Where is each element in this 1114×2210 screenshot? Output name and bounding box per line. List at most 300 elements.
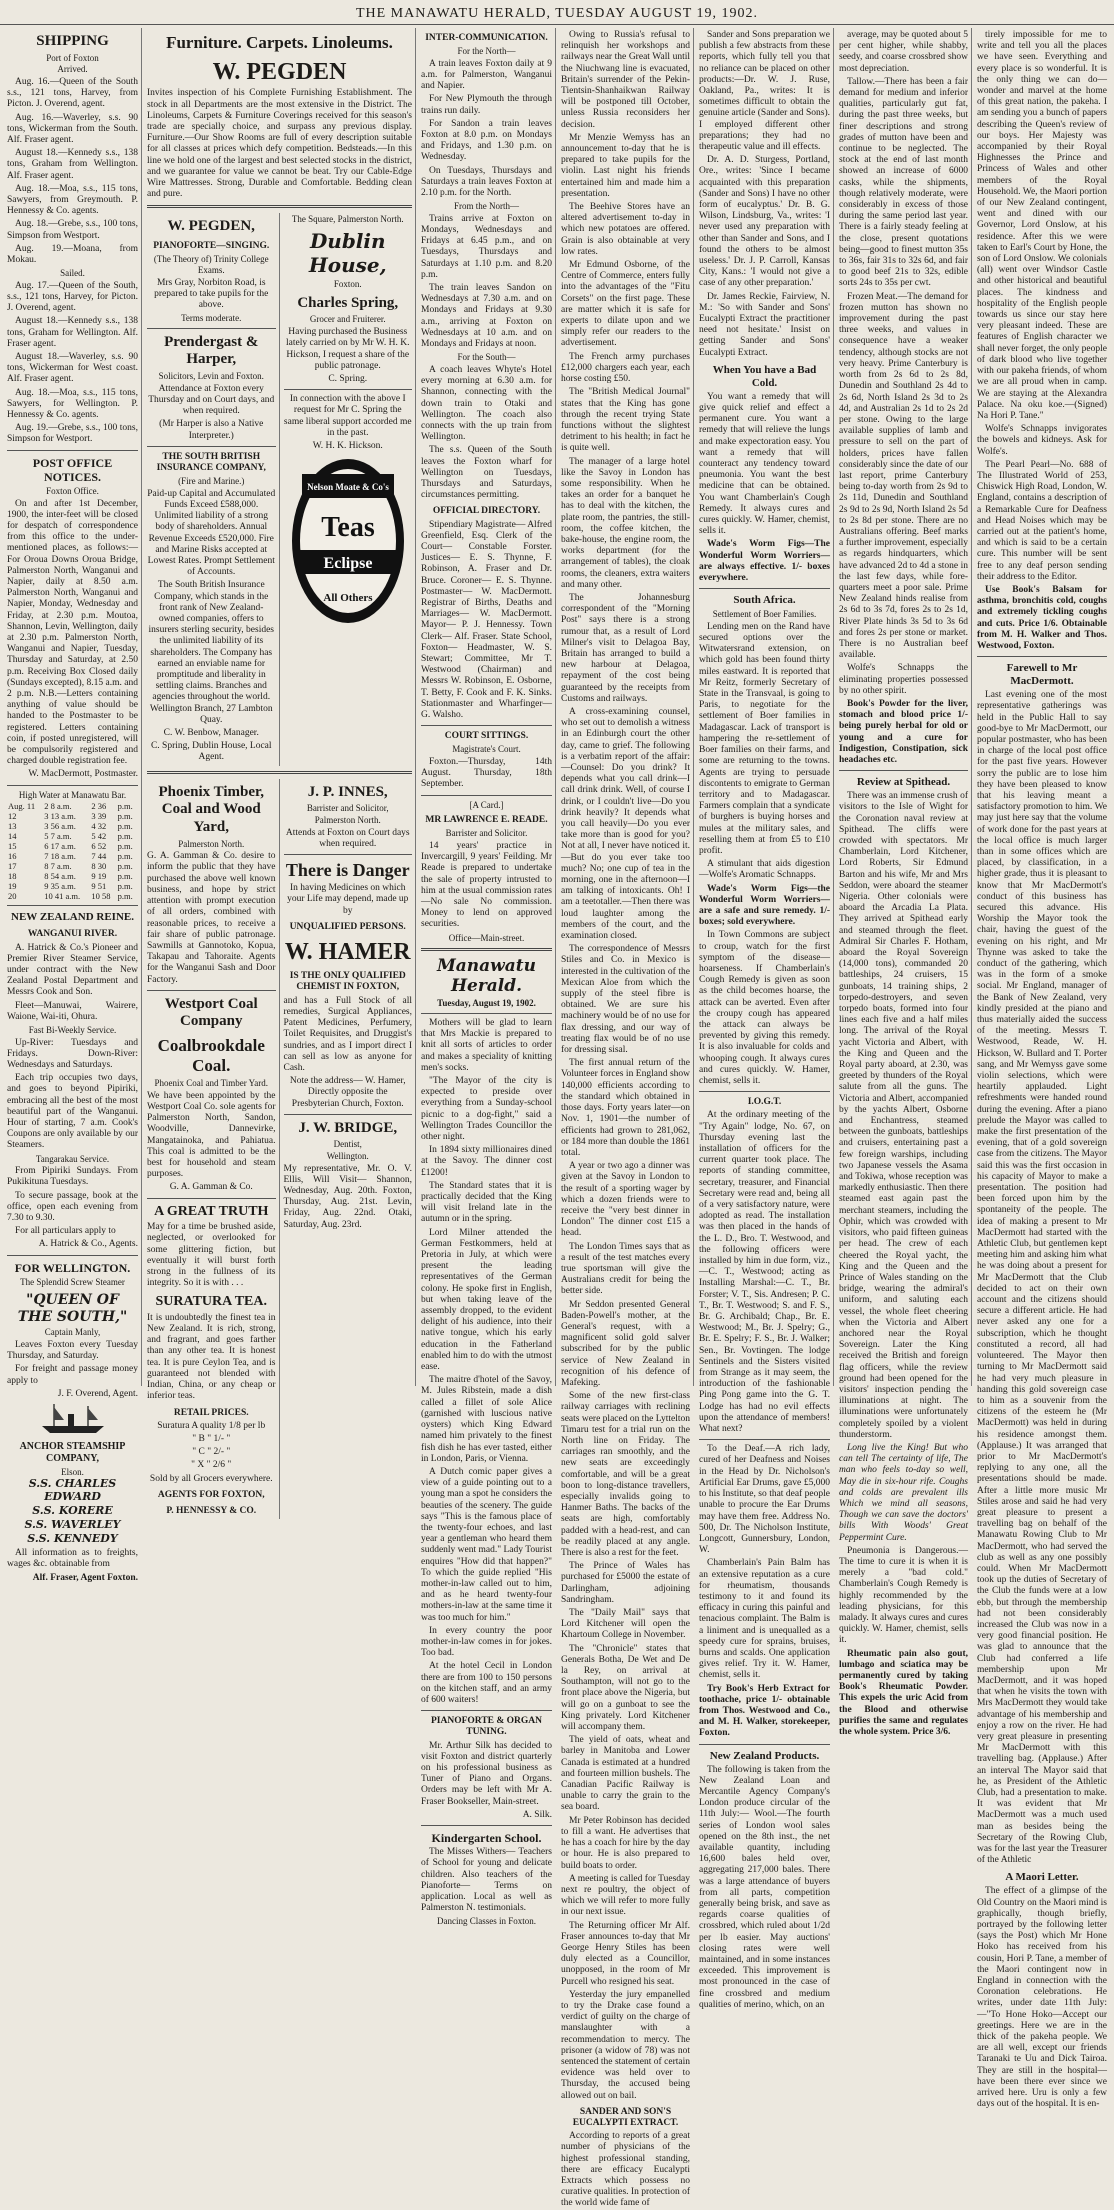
divider [421,1013,552,1014]
tide-cell: p.m. [117,841,133,852]
news-para: Mr Menzie Wemyss has an announcement to-day that he is prepared to take pupils for the violin. Last night his friends entertained him and made him a presentation. [561,132,690,199]
sbi-local-agent: C. Spring, Dublin House, Local Agent. [150,741,272,763]
card-heading: [A Card.] [469,799,504,810]
solicitors-subtitle: Solicitors, Levin and Foxton. [158,371,264,382]
tide-cell: p.m. [117,881,133,892]
truth-text: May for a time be brushed aside, neglected, or overlooked for some glittering fiction, but eventually it will burst forth strong in the fullness of its integrity. So it is with . . . [147,1222,276,1289]
inter-text: Trains arrive at Foxton on Mondays, Wednesdays and Fridays at 6.45 p.m., and on Tuesdays, Thursdays and Saturdays at 1.10 p.m. and 8.20 p.m. [421,213,552,280]
sailing-item: Aug. 17.—Queen of the South, s.s., 121 tons, Harvey, for Picton. J. Overend, agent. [7,280,138,314]
divider [699,588,830,589]
tide-cell: 20 [8,891,17,902]
tide-row [7,801,138,811]
shipping-subtitle: Port of Foxton [46,52,99,63]
bridge-city: Wellington. [326,1151,369,1162]
ad-row [147,779,412,1520]
tide-cell: 5 7 a.m. [44,831,72,842]
tide-cell: 6 17 a.m. [44,841,76,852]
zealand-title: NEW ZEALAND REINE. [11,911,134,924]
tide-cell: 13 [8,821,17,832]
ad-cell [147,779,280,1520]
news-para: The manager of a large hotel like the Savoy in London has some responsibility. When he takes an order for a banquet he has to deal with the kitchen, the plate room, the pantries, the still-room, the coffee kitchen, the bake-house, the engine room, the works department (for the arrangement of tables), the cloak rooms, the cleaners, extra waiters and many other. [561,456,690,590]
hamer-address: Note the address— W. Hamer, Directly opposite the Presbyterian Church, Foxton. [289,1076,406,1109]
secure-text: To secure passage, book at the office, open each evening from 7.30 to 9.30. [7,1190,138,1224]
column-shipping [4,28,142,1583]
deaf-text: To the Deaf.—A rich lady, cured of her Deafness and Noises in the Head by Dr. Nicholson's Artificial Ear Drums, gave £5,000 to his Institute, so that deaf people unable to procure the Ear Drums may have them free. Address No. 500, Dr. The Nicholson Institute, Longcott, Gunnersbury, London, W. [699,1444,830,1556]
boer-title: Settlement of Boer Families. [712,609,817,620]
editorial-para: At the hotel Cecil in London there are from 100 to 150 persons on the kitchen staff, and an army of 600 waiters! [421,1661,552,1705]
piano-subtitle: (The Theory of) Trinity College Exams. [153,254,269,275]
spring-name: Charles Spring, [297,294,399,311]
truth-title: A GREAT TRUTH [154,1203,269,1219]
reade-office: Office—Main-street. [448,932,525,943]
review-title: Review at Spithead. [856,776,951,789]
news-para: Mr Seddon presented General Baden-Powell's mother, at the General's request, with a magnificent solid gold salver subscribed for by the public service of New Zealand in recognition of his defence of Mafeking. [561,1299,690,1388]
tide-row [7,841,138,851]
tide-cell: p.m. [117,831,133,842]
tide-cell: 19 [8,881,17,892]
piano-terms: Terms moderate. [181,313,242,324]
magistrate-heading: Magistrate's Court. [452,744,521,755]
grocer-text: Grocer and Fruiterer. [309,314,386,325]
pneumonia-text: Pneumonia is Dangerous.—The time to cure it is when it is merely a "bad cold." Chamberlain's Cough Remedy is highly recommended by the leading physicians, for this malady. It always cures and cures quickly. W. Hamer, chemist, sells it. [839,1545,968,1646]
book-powder-ad: Book's Powder for the liver, stomach and blood price 1/- being purely herbal for old or young and a cure for Indigestion, Constipation, sick headaches etc. [839,698,968,765]
tea-eclipse-label: Eclipse [323,555,373,573]
tide-cell: 3 39 [91,811,107,822]
phoenix-title: Phoenix Timber, Coal and Wood Yard, [158,783,265,835]
tide-cell: 8 30 [91,861,107,872]
from-north-heading: From the North— [454,201,519,212]
balsam-ad: Use Book's Balsam for asthma, bronchitis cold, coughs and extremely tickling coughs and cuts. Price 1/6. Obtainable from M. H. Walker and Thos. Westwood, Foxton. [977,584,1107,651]
news-para: The Returning officer Mr Alf. Fraser announces to-day that Mr George Henry Stiles has been duly elected as a Councillor, unopposed, in the room of Mr Purcell who resigned his seat. [561,1920,690,1987]
inter-text: For Sandon a train leaves Foxton at 8.0 p.m. on Mondays and Fridays, and 1.30 p.m. on Wednesday. [421,118,552,163]
ship-name: S.S. WAVERLEY [24,1518,121,1532]
inter-text: On Tuesdays, Thursdays and Saturdays a train leaves Foxton at 2.10 p.m. for the North. [421,165,552,199]
tide-cell: 7 44 [91,851,107,862]
tangarakau-title: Tangarakau Service. [35,1153,110,1164]
silk-text: Mr. Arthur Silk has decided to visit Foxton and district quarterly on his professional business as Tuner of Piano and Organs. Orders may be left with Mr A. Fraser Bookseller, Main-street. [421,1740,552,1807]
danger-title: There is Danger [285,859,410,880]
divider [7,450,138,451]
tide-cell: 10 41 a.m. [44,891,81,902]
reade-subtitle: Barrister and Solicitor. [445,828,528,839]
tide-row [7,831,138,841]
retail-line: " C " 2/- " [192,1447,231,1458]
trip-text: Each trip occupies two days, and goes to beyond Pipiriki, embracing all the best of the most beautiful part of the Wanganui. Hour of starting, 7 a.m. Cook's Coupons are only available by our Steamers. [7,1073,138,1151]
eucalypti-title: SANDER AND SON'S EUCALYPTI EXTRACT. [572,2106,679,2128]
suratura-text: It is undoubtedly the finest tea in New Zealand. It is rich, strong, and fragrant, and goes farther than any other tea. It is honest tea. It is pure Ceylon Tea, and is guaranteed not blended with Indian, China, or any cheap or inferior teas. [147,1312,276,1402]
dublin-house: Dublin House, [308,229,387,277]
tide-cell: 9 19 [91,871,107,882]
news-para: Some of the new first-class railway carriages with reclining seats were placed on the Lyttelton Timaru test for a trial run on the North line on Friday. The carriages ran smoothly, and the new seats are exceedingly comfortable, and will be a great boon to long-distance travellers, especially invalids going to Hanmer Baths. The backs of the seats are high, comfortably padded with a head-rest, and can be readily placed at any angle. There is also a rest for the feet. [561,1391,690,1559]
tide-cell: 6 52 [91,841,107,852]
ad-cell [284,213,413,765]
wades-ad: Wade's Worm Figs—The Wonderful Worm Worriers—are always effective. 1/- boxes everywhere. [699,539,830,584]
stimulant-text: A stimulant that aids digestion—Wolfe's Aromatic Schnapps. [699,859,830,881]
arrival-item: August 18.—Kennedy s.s., 138 tons, Graham from Wellington. Alf. Fraser agent. [7,148,138,181]
inter-text: A train leaves Foxton daily at 9 a.m. for Palmerston, Wanganui and Napier. [421,58,552,92]
wades-ad-2: Wade's Worm Figs—the Wonderful Worm Worriers—are a safe and sure remedy. 1/- boxes; sold everywhere. [699,883,830,928]
news-para: Tallow.—There has been a fair demand for medium and inferior qualities, particularly gut fat, during the past three weeks, but finer descriptions and strong grades of mutton have been and continue to be neglected. The stock at the end of last month showed an increase of 6000 casks, while the shipments, though relatively moderate, were considerably in excess of those during the same period last year. There is a fairly steady feeling at the close, present quotations being—good to finest mutton 35s to 36s, fair 31s to 32s 6d, and fair to good beef 21s to 32s, edible sorts 24s to 35s per cwt. [839,76,968,289]
tea-all-label: All Others [323,592,373,605]
tide-table [7,801,138,901]
divider [699,1439,830,1440]
farewell-text: Last evening one of the most representative gatherings was held in the Public Hall to say good-bye to Mr MacDermott, our popular postmaster, who has been in charge of the local post office for the past five years. However sorry the public are to lose him they have been pleased to know that his leaving meant a satisfactory promotion to him. We may just here say that the volume of work done for the past years at the local office is much larger than in some offices which are placed, by classification, in a higher grade, thus it is pleasant to know that Mr MacDermott's conduct of this business has secured this advance. His Worship the Mayor took the chair, having the guest of the evening on his right, and Mr Thynne was asked to take the conduct of the gathering, which was in the form of a smoke social. Mr England, manager of the Bank of New Zealand, very kindly presided at the piano and thus materially aided the success of the meeting. Messrs T. Westwood, Reade, W. H. Hickson, W. Bullard and T. Porter sang, and Mr Wemyss gave some violin selections, which were heartily applauded. Light refreshments were handed round during the evening. After a piano prelude the Mayor was called to make the first presentation of the evening, that of a gold sovereign case from the citizens. The Mayor said this was the first occasion in his capacity of Mayor to make a presentation. The position had been forced upon him by the spontaneity of the people. The idea of making a present to Mr MacDermott had started with the Athletic Club, but gentlemen kept meeting him and asking him what he was doing about a present for Mr MacDermott that the Club decided to act on their own account and the citizens should secure a different article. He had never asked any one for a subscription, which he thought constituted a record, all had volunteered. The Mayor then turning to Mr MacDermott said he had very much pleasure in handing this gold sovereign case to him as a souvenir from the citizens of the esteem he (Mr MacDermott) was held in during his residence amongst them. (Applause.) It was arranged that prior to Mr MacDermott's replying to any one, all the presentations should be made. After a little more music Mr Stiles arose and said he had very great pleasure to present a travelling bag on behalf of the Manawatu Rowing Club to Mr MacDermott, who had served the club as well as any one possibly could. When Mr MacDermott took up the duties of Secretary of the Club the funds were at a low ebb, but through the membership had not been considerably increased the Club was now in a very good financial position. He was glad to announce that the Club had conferred a life membership upon Mr MacDermott, and it was hoped that when he visits the town with Mrs MacDermott they would take advantage of his membership and enjoy a row on the river. He had very great pleasure in presenting Mr MacDermott with this travelling bag. (Applause.) After an interval The Mayor said that he, as President of the Athletic Club, had a presentation to make. It was evident that Mr MacDermott was a much used man as besides being the Secretary of the Rowing Club, was for the last year the Treasurer of the Athletic [977,690,1107,1866]
tide-row [7,871,138,881]
info-text: All information as to freights, wages &c. obtainable from [7,1548,138,1570]
arrival-item: Aug. 19.—Moana, from Mokau. [7,243,138,265]
poem-text: Long live the King! But who can tell The certainty of life, The man who feels to-day so well, May die in six-hour rife. Coughs and colds are prevalent ills Which we mind all seasons, Though we can save the doctors' bills With Woods' Great Peppermint Cure. [839,1442,968,1543]
sailed-heading: Sailed. [60,268,85,279]
retail-title: RETAIL PRICES. [173,1407,249,1418]
pegden-name-2: W. PEGDEN, [167,218,255,235]
editorial-para: A Dutch comic paper gives a view of a guide pointing out to a young man a spot he considers the beauties of the scenery. The guide says "This is the famous place of the twenty-four echoes, and last year a gentleman who heard them suddenly went mad." Lady Tourist enquires "How did that happen?" To which the guide replied "His mother-in-law called out to him, and as he heard twenty-four mothers-in-law at the same time it was too much for him." [421,1466,553,1623]
captain-name: Captain Manly, [44,1327,101,1338]
coalbrookdale-title: Coalbrookdale Coal. [157,1036,265,1076]
news-para: A meeting is called for Tuesday next re poultry, the object of which we will refer to more fully in our next issue. [561,1873,690,1918]
nelson-tea-logo [288,456,408,626]
toothache-ad: Try Book's Herb Extract for toothache, price 1/- obtainable from Thos. Westwood and Co., and M. H. Walker, storekeeper, Foxton. [699,1683,830,1739]
tide-cell: p.m. [117,891,133,902]
foxton-text: Foxton. [333,279,362,290]
arrival-item: Aug. 18.—Grebe, s.s., 100 tons, Simpson from Westport. [7,219,138,241]
arrived-heading: Arrived. [57,64,88,75]
news-para: The "Chronicle" states that Generals Botha, De Wet and De la Rey, on arrival at Southampton, will not go to the front place above the Nigeria, but will go on a gunboat to see the King privately. Lord Kitchener will accompany them. [561,1643,690,1733]
tangarakau-text: From Pipiriki Sundays. From Pukikituna Tuesdays. [7,1166,138,1188]
editorial-para: Mothers will be glad to learn that Mrs Mackie is prepared to knit all sorts of articles to order and makes a speciality of knitting men's socks. [421,1017,552,1073]
pegden-name: W. PEGDEN [212,59,347,86]
westport-text: We have been appointed by the Westport Coal Co. sole agents for Palmerston North, Sandon, Woodville, Dannevirke, Mangatainoka, and Pahiatua. This coal is admitted to be the best for household and steam purposes. [147,1090,276,1180]
agents-title: AGENTS FOR FOXTON, [157,1489,265,1500]
iogt-text: At the ordinary meeting of the "Try Again" lodge, No. 67, on Thursday evening last the installation of officers for the current quarter took place. The reports of standing committee, secretary, treasurer, and Financial Secretary were read and, being all of a very satisfactory nature, were adopted as read. The installation was then placed in the hands of the L. D., Bro. T. Westwood, and the following officers were installed by him in due form, viz., —C. T., Westwood; acting as Installing Marshal:—C. T., Br. Forster; V. T., Sis. Andresen; P. C. T., Br. T. Westwood; S. and F. S., Br. G. Archibald; Chap., Br. E. Westwood; M., Br. J. Spelry; G., Br. E. Spelry; F. S., Br. J. Walker; Sen., Br. Vovtingen. The lodge Sentinels and the Sisters visited from Strange as it may seem, the introduction of the fashionable Ping Pong game into the G. T. Lodge has had no evil effects upon the attendance of members! What next? [699,1110,830,1435]
tide-cell: p.m. [117,871,133,882]
editorial-para: "The Mayor of the city is expected to preside over everything from a Sunday-school picnic to a dog-fight," said a Wellington Trades Councillor the other night. [421,1076,552,1143]
splendid-steamer: The Splendid Screw Steamer [20,1276,125,1287]
sbi-subtitle: (Fire and Marine.) [178,476,245,487]
pearl-text: The Pearl Pearl—No. 688 of The Illustrated World of 253, Chiswick High Road, London, W. England, contains a description of a Remarkable Cure for Deafness and Head Noises which may be carried out at the patient's home, and which is said to be a certain cure. This number will be sent free to any deaf person sending their address to the Editor. [977,459,1107,582]
rheumatic-ad: Rheumatic pain also gout, lumbago and sciatica may be permanently cured by taking Book's Rheumatic Powder. This expels the uric Acid from the Blood and otherwise purifies the same and regulates the whole system. Price 3/6. [839,1648,968,1738]
fast-service-text: Up-River: Tuesdays and Fridays. Down-River: Wednesdays and Saturdays. [7,1037,138,1070]
reade-text: 14 years' practice in Invercargill, 9 years' Feilding. Mr Reade is prepared to undertake the sale of property intrusted to him at the usual commission rates—No sale No commission. Money to lend on approved securities. [421,841,552,930]
retail-line: " B " 1/- " [192,1433,231,1444]
bridge-text: My representative, Mr. O. V. Ellis, Will Visit— Shannon, Wednesday, Aug. 20th. Foxton, Thursday, Aug. 21st. Levin, Friday, Aug. 22nd. Otaki, Saturday, Aug. 23rd. [283,1163,412,1230]
sailing-item: Aug. 19.—Grebe, s.s., 100 tons, Simpson for Westport. [7,423,138,445]
court-text: Foxton.—Thursday, 14th August. Thursday, 18th September. [421,757,552,790]
ad-cell [284,779,413,1520]
innes-name: J. P. INNES, [307,783,388,800]
maori-letter-title: A Maori Letter. [1005,1871,1079,1884]
editorial-para: Lord Milner attended the German Festkommers, held at Pretoria in July, at which were present the leading representatives of the German colony. He spoke first in English, but when taking leave of the assembly dropped, to the evident delight of his audience, into their native tongue, which his early education in the Fatherland enabled him to do with the utmost ease. [421,1227,552,1373]
fast-service-title: Fast Bi-Weekly Service. [28,1024,117,1035]
dancing-text: Dancing Classes in Foxton. [437,1916,536,1927]
news-para: Dr. A. D. Sturgess, Portland, Ore., writes: 'Since I became acquainted with this preparation (Sander and Sons) I have no other form of eucalyptus.' Dr. B. G. Wilson, Lindsburg, Va., writes: 'I never used any preparation with other than Sander and Sons, and I found the others to be almost useless.' Dr. J. P. Carroll, Kansas City, Kans.: 'I would not give a case of any other preparation.' [699,155,830,289]
news-para: Owing to Russia's refusal to relinquish her workshops and railways near the Great Wall until the Niuchwang line is evacuated, Britain's surrender of the Pekin-Tientsin-Shanhaikwan Railway will be postponed till October, unless Russia reconsiders her decision. [561,30,690,130]
tide-cell: 18 [8,871,17,882]
innes-text: Attends at Foxton on Court days when required. [285,827,410,849]
prendergast-title: Prendergast & Harper, [164,333,259,368]
sailing-item: August 18.—Kennedy s.s., 138 tons, Graham for Wellington. Alf. Fraser agent. [7,316,138,349]
tide-cell: 7 18 a.m. [44,851,76,862]
nz-products-text: The following is taken from the New Zealand Loan and Mercantile Agency Company's London produce circular of the 11th July:— Wool.—The fourth series of London wool sales opened on the 8th inst., the net available quantity, including 16,600 bales held over, aggregating 217,000 bales. There was a large attendance of buyers from all parts, competition generally being brisk, and save as regards coarse qualities of crossbred, which ruled about 1/2d per lb easier. May auctions' closing rates were well maintained, and in some instances exceeded. This improvement is most pronounced in the case of fine crossbred and medium qualities of merino, which, on an [699,1764,830,2010]
reade-name: MR LAWRENCE E. READE. [425,815,548,826]
wanganui-title: WANGANUI RIVER. [27,929,118,940]
tide-row [7,821,138,831]
spring-text: Having purchased the Business lately carried on by Mr W. H. K. Hickson, I request a share of the public patronage. [286,327,410,371]
tide-cell: p.m. [117,801,133,812]
news-para: average, may be quoted about 5 per cent higher, while shabby, seedy, and coarse crossbred show most depreciation. [839,30,968,74]
news-para: A cross-examining counsel, who set out to demolish a witness in an Edinburgh court the other day, came to grief. The following is a verbatim report of the affair:—Counsel: Do you drink? It depends what you call drink—I call drink drink. Well, of course I drink, or I couldn't live—Do you drink heavily? It depends what you call heavily—Do you ever take more than is good for you? Not at all, I never have noticed it.—But do you ever take too much? No; one cup of tea in the morning, one in the afternoon—I am talking of intoxicants. Oh! I am a teetotaller.—Then there was loud laughter among the members of the court, and the examination closed. [561,706,690,942]
cold-title: When You have a Bad Cold. [712,363,817,389]
column-news-3 [836,28,972,1738]
cold-text: You want a remedy that will give quick relief and effect a permanent cure. You want a remedy that will relieve the lungs and make expectoration easy. You want a remedy that will counteract any tendency toward pneumonia. You want the best medicine that can be obtained. You want Chamberlain's Cough Remedy. It always cures and cures quickly. W. Hamer, chemist, sells it. [699,391,830,537]
herald-date: Tuesday, August 19, 1902. [437,998,536,1009]
tide-cell: 5 42 [91,831,107,842]
boer-text: Lending men on the Rand have secured options over the Witwatersrand extension, on which gold has been found thirty miles eastward. It is reported that Mr Reitz, formerly Secretary of State in the Transvaal, is going to Paris, to negotiate for the settlement of Boer families in Madagascar. Lack of transport is hampering the re-settlement of Boer families on their farms, and some are returning to the towns. Agents are trying to persuade discontents to emigrate to German territory and to Madagascar. Farmers complain that a syndicate of burghers is buying horses and mules at the military sales, and reselling them at from £5 to £10 profit. [699,621,830,856]
news-para: Mr Peter Robinson has decided to fill a want. He advertises that he has a coach for hire by the day or hour. He is also prepared to build boats to order. [561,1815,690,1871]
sbi-signature: C. W. Benbow, Manager. [163,728,259,738]
divider [147,328,276,329]
south-africa-title: South Africa. [733,594,796,607]
phoenix-text: G. A. Gamman & Co. desire to inform the public that they have purchased the above well known business, and hope by strict attention with prompt execution of all orders, combined with reasonable prices, to receive a fair share of public patronage. Sawmills at Gannotoko, Kopua, Takapau and Tahoraite. Agents for the Wanganui Sash and Door Factory. [147,851,276,985]
barrister-text: Barrister and Solicitor, [306,803,389,814]
inter-text: The train leaves Sandon on Wednesdays at 7.30 a.m. and on Mondays and Fridays at 9.30 a.m., arriving at Foxton on Wednesdays at 10 a.m. and on Mondays and Fridays at noon. [421,283,552,350]
danger-text: In having Medicines on which your Life may depend, made up by [287,883,409,916]
tide-cell: Aug. 11 [8,801,36,812]
divider [421,948,552,951]
official-text: Stipendiary Magistrate— Alfred Greenfield, Esq. Clerk of the Court— Constable Forster. Justices— E. S. Thynne, F. Robinson, A. Fraser and Dr. Bruce. Coroner— E. S. Thynne. Postmaster— W. MacDermott. Registrar of Births, Deaths and Marriages— W. MacDermott. Mayor— P. J. Hennessy. Town Clerk— Alf. Fraser. State School, Foxton— Headmaster, W. S. Stewart; Committee, Mr T. Westwood (Chairman) and Messrs W. Robinson, E. Osborne, T. Betty, F. Cook and F. K. Sinks. Stationmaster and Wharfinger— G. Walsho. [421,519,552,720]
news-para: The correspondence of Messrs Stiles and Co. in Mexico is interested in the cultivation of the Mexican Aloe from which the supply of the steel fibre is obtained. We are sure his machinery would be of no use for flax dressing, and our way of treating flax would be of no use for dressing sisal. [561,944,690,1056]
tide-cell: p.m. [117,821,133,832]
tide-cell: 17 [8,861,17,872]
divider [147,990,276,991]
post-office-title: POST OFFICE NOTICES. [32,455,113,484]
inter-text: A coach leaves Whyte's Hotel every morning at 6.30 a.m. for Shannon, connecting with the down train to Otaki and Wellington. The coach also connects with the up train from Wellington. [421,364,552,443]
news-para: The Johannesburg correspondent of the "Morning Post" says there is a strong rumour that, as a result of Lord Milner's visit to Delagoa Bay, Britain has arranged to build a new harbour at Delagoa, repayment of the cost being guaranteed by the receipts from Customs and railways. [561,592,690,704]
divider [284,1114,413,1115]
phoenix-coal: Phoenix Coal and Timber Yard. [154,1078,268,1089]
kindergarten-text: The Misses Withers— Teachers of School for young and delicate children. Also teachers of the Pianoforte— Terms on application. Local as well as Palmerston N. testimonials. [421,1847,552,1914]
sailing-item: Aug. 18.—Moa, s.s., 115 tons, Sawyers, for Wellington. P. Hennessy & Co. agents. [7,387,138,420]
ship-name: S.S. KORERE [32,1504,113,1518]
sbi-title: THE SOUTH BRITISH INSURANCE COMPANY, [156,451,266,473]
editorial-para: The Standard states that it is practically decided that the King will visit Ireland late in the autumn or in the spring. [421,1180,552,1225]
tide-row [7,851,138,861]
tea-word-label: Teas [321,512,375,544]
sailing-item: August 18.—Waverley, s.s. 90 tons, Wickerman for West coast. Alf. Fraser agent. [7,351,138,385]
furniture-title: Furniture. Carpets. Linoleums. [166,33,393,52]
unqualified-title: UNQUALIFIED PERSONS. [289,921,406,932]
harper-note: (Mr Harper is also a Native Interpreter.) [159,419,264,441]
tide-row [7,891,138,901]
divider [147,205,412,208]
masthead-text: THE MANAWATU HERALD, TUESDAY AUGUST 19, 1902. [355,6,759,21]
iogt-title: I.O.G.T. [747,1097,782,1108]
news-para: Frozen Meat.—The demand for frozen mutton has shown no improvement during the past three weeks, and values in consequence have a weaker tendency, although stocks are not very heavy. Prime Canterbury is worth from 2s 6d to 2s 8d, Dunedin and Southland 2s 4d to 2s 6d, North Island 2s 3d to 2s 4d, and Australian 2s 1d to 2s 2d per stone. Owing to the large available supplies of lamb and pressure to sell on the part of holders, prices have fallen considerably since the date of our last report, prime Canterbury being to-day worth from 2s 9d to 2s 11d, Dunedin and Southland 2s 9d to 2s 9d, North Island 2s 5d to 2s 8d per stone. There are no Australians offering. Beef marks a further improvement, especially as regards hindquarters, which have advanced 2d to 4d a stone in the last few days, while fore-quarters meet a poor sale. Prime New Zealand hinds realise from 2s 6d to 3s 7d, fores 2s to 2s 1d, River Plate hinds 3s 5d to 3s 6d and fores 2s per stone or market. There is no Australian beef available. [839,291,968,661]
divider [421,795,552,796]
tide-cell: 3 56 a.m. [44,821,76,832]
news-para: Yesterday the jury empanelled to try the Drake case found a verdict of guilty on the charge of manslaughter with a recommendation to mercy. The prisoner (a widow of 78) was not sentenced the statement of certain evidence was held over to Thursday, the accused being allowed out on bail. [561,1989,690,2101]
spring-signature: C. Spring. [328,373,368,384]
sold-text: Sold by all Grocers everywhere. [149,1473,273,1484]
shipping-title: SHIPPING [36,33,109,49]
tide-cell: 12 [8,811,17,822]
westport-signature: G. A. Gamman & Co. [169,1182,253,1193]
post-office-text: On and after 1st December, 1900, the inter-feet will be closed for despatch of correspondence from this office to the under-mentioned places, as follows:— For Oroua Downs Oroua Bridge, Palmerston North, Wanganui and Napier, daily at 8.50 a.m. Palmerston North, Wanganui and Napier, Monday, Wednesday and Friday, at 2.30 p.m. Moutoa, Shannon, Levin, Wellington, daily at 2.30 p.m. Palmerston North, Wanganui and Napier, Tuesday, Thursday and Saturday, at 2.50 p.m. Receiving Box Closed daily (Sundays excepted), 8.15 a.m. and 2 p.m. N.B.—Letters containing anything of value should be handed to the Postmaster to be registered. Letters containing coin, if posted unregistered, will be compulsorily registered and charged double registration fee. [7,498,138,767]
cough-text: In Town Commons are subject to croup, watch for the first symptom of the disease—hoarseness. If Chamberlain's Cough Remedy is given as soon as the child becomes hoarse, the attack can be averted. Even after the croupy cough has appeared the attack can always be prevented by giving this remedy. It is also invaluable for colds and whooping cough. It always cures and cures quickly. W. Hamer, chemist, sells it. [699,930,830,1086]
tide-cell: 9 51 [91,881,107,892]
official-title: OFFICIAL DIRECTORY. [432,506,541,517]
divider [699,1744,830,1745]
info-signature: Alf. Fraser, Agent Foxton. [32,1572,138,1583]
nz-products-title: New Zealand Products. [709,1749,820,1762]
hickson-signature: W. H. K. Hickson. [312,440,383,451]
tide-cell: p.m. [117,851,133,862]
tide-row [7,861,138,871]
agents-name: P. HENNESSY & CO. [166,1505,257,1516]
post-office-subtitle: Foxton Office. [46,485,99,496]
retail-line: Suratura A quality 1/8 per lb [157,1420,266,1431]
ad-cell [147,213,280,765]
tide-cell: 16 [8,851,17,862]
inter-text: For New Plymouth the through trains run daily. [421,94,552,116]
kindergarten-title: Kindergarten School. [431,1831,542,1845]
divider [7,905,138,906]
divider [977,656,1107,657]
tea-brand-label: Nelson Moate & Co's [306,482,389,493]
column-advertisements [144,28,416,1516]
wolfe-ad: Wolfe's Schnapps invigorates the bowels and kidneys. Ask for Wolfe's. [977,424,1107,457]
news-para: The "Daily Mail" says that Lord Kitchener will open the Khartoum College in November. [561,1608,690,1641]
divider [147,446,276,447]
furniture-text: Invites inspection of his Complete Furnishing Establishment. The stock in all Departments are the most extensive in the District. The Linoleums, Carpets & Furniture Coverings received for this season's trade are specially choice, and surpass any previous display. Furniture.—Our Show Rooms are full of every description suitable for all classes at prices which defy competition. Bedsteads.—In this line we hold one of the largest and best selected stocks in the district, and we guarantee for value we cannot be beat. Try our Cable-Edge Wire Mattresses. Strong, Durable and Comfortable. Bedding clean and pure. [147,88,412,200]
divider [7,785,138,786]
freight-text: For freight and passage money apply to [7,1364,138,1386]
westport-title: Westport Coal Company [164,995,258,1030]
arrival-item: Aug. 16.—Waverley, s.s. 90 tons, Wickerman from the South. Alf. Fraser agent. [7,112,138,145]
hickson-text: In connection with the above I request for Mr C. Spring the same liberal support accorded me in the past. [283,394,412,438]
news-para: tirely impossible for me to write and tell you all the places we have seen. Everything and every place is so wonderful. It is the only thing we can do—wonder and marvel at the home of this great nation, the pakeha. I am sending you a bunch of papers describing the Queen's review of our boys. Her Majesty was accompanied by their Royal Highnesses the Prince and Princess of Wales and other members of the Royal Household. We, the Maori portion of our New Zealand contingent, went and dined with our Governor, Lord Onslow, at his residence. After this we were taken to Earl's Court by Hone, the son of Lord Onslow. We colonials (all) went over Windsor Castle and other historical and beautiful places. The kindness and hospitality of the English people towards us since our stay here very pleasant indeed. These are features of English character we shall never forget, the only people of dark blood who live together with our pakeha friends, of whom we are all proud when in camp. We are staying at the Alexandra Palace. Na oku koe.—(Signed) Na Hori P. Tane." [977,30,1107,421]
piano-title: PIANOFORTE—SINGING. [153,241,270,252]
news-para: The first annual return of the Volunteer forces in England show 140,000 efficients according to the standard which obtained in those days. Forty years later—on Nov. 1, 1901—the number of efficients had grown to 281,062, or 184 more than double the 1861 total. [561,1058,690,1158]
hatrick-text: A. Hatrick & Co.'s Pioneer and Premier River Steamer Service, under contract with the New Zealand Postal Department and Messrs Cook and Son. [7,942,138,998]
elson: Elson. [61,1466,84,1477]
column-intercommunication [418,28,556,1927]
divider [421,725,552,726]
column-news-4 [974,28,1110,2110]
arrival-item: Aug. 18.—Moa, s.s., 115 tons, Sawyers, from Greymouth. P. Hennessy & Co. agents. [7,183,138,217]
news-para: A year or two ago a dinner was given at the Savoy in London to the result of a sporting wager by which a dozen friends were to receive the "very best dinner in London" The dinner cost £15 a head. [561,1161,690,1239]
herald-title: Manawatu Herald. [436,956,537,997]
ship-name: S.S. KENNEDY [27,1532,118,1546]
sbi-text-2: The South British Insurance Company, which stands in the front rank of New Zealand-owned companies, offers to insurers sterling security, besides the unlimited liability of its shareholders. The Company has earned an enviable name for promptitude and liberality in settling claims. Branches and agencies throughout the world. Wellington Branch, 27 Lambton Quay. [148,580,274,725]
editorial-para: In every country the poor mother-in-law comes in for jokes. Too bad. [421,1625,552,1659]
tide-cell: 15 [8,841,17,852]
freight-signature: J. F. Overend, Agent. [57,1388,138,1399]
divider [147,771,412,774]
ad-row [147,213,412,765]
retail-line: " X " 2/6 " [191,1460,232,1471]
wolfe-ad: Wolfe's Schnapps the eliminating properties possessed by no other spirit. [839,663,968,696]
divider [147,1198,276,1199]
news-para: Dr. James Reckie, Fairview, N. M.: 'So with Sander and Sons' Eucalypti Extract the practitioner need not hesitate.' Insist on getting Sander and Sons' Eucalypti Extract. [699,291,830,358]
north-heading: For the North— [457,46,516,57]
bridge-name: J. W. BRIDGE, [298,1119,398,1136]
farewell-title: Farewell to Mr MacDermott. [1006,662,1078,688]
news-para: The Prince of Wales has purchased for £5000 the estate of Darlingham, adjoining Sandringham. [561,1561,690,1605]
queen-of-south: "QUEEN OF THE SOUTH," [17,1292,128,1325]
phoenix-place: Palmerston North. [178,838,245,849]
news-para: The French army purchases £12,000 chargers each year, each horse costing £50. [561,351,690,385]
inter-title: INTER-COMMUNICATION. [425,33,548,43]
tide-cell: 14 [8,831,17,842]
sbi-text: Paid-up Capital and Accumulated Funds Exceed £588,000. Unlimited liability of a strong body of shareholders. Annual Revenue Exceeds £520,000. Fire and Marine Risks accepted at Lowest Rates. Prompt Settlement of Accounts. [147,488,276,578]
review-text: There was an immense crush of visitors to the Isle of Wight for the Coronation naval review at Spithead. The cliffs were crowded with spectators. Mr Chamberlain, Lord Kitchener, Lord Roberts, Sir Edmund Barton and his wife, Mr and Mrs Seddon, were aboard the steamer Nigeria. Other colonials were aboard the Arcadia La Plata. They arrived at Spithead early and steamed through the fleet. Admiral Sir Charles F. Hotham, aboard the Royal Sovereign (14,000 tons), commanded 20 battleships, 24 cruisers, 15 gunboats, 14 training ships, 2 torpedo-destroyers, and seven torpedo boats, formed into four lines each five and a half miles long. The arrival of the Royal yacht Victoria and Albert, with the King and Queen and the Royal party aboard, at 2.30, was greeted by thunders of the Royal salute from all the guns. The Victoria and Albert, accompanied by the yachts Albert, Osborne and Enchantress, steamed between the gunboats, battleships and cruisers, entertaining past a few foreign warships, including two Japanese vessels the Asama and Tokiwa, whose reception was markedly enthusiastic. Then there steamed east again past the merchant steamers, including the Ophir, which was crowded with visitors, who paid fifteen guineas per head. The crew of each cheered the Royal yacht, the King and the Queen and the Prince of Wales standing on the bridge, wearing the admiral's uniform, and saluting each vessel, the whole fleet cheering when the Victoria and Albert anchored near the Royal Sovereign. Later the King received the British and foreign flag officers, while the review ground had been opened for the visitors' inspection pending the illuminations at night. The illuminations were unfortunately completely spoiled by a violent thunderstorm. [839,791,968,1440]
news-para: The yield of oats, wheat and barley in Manitoba and Lower Canada is estimated at a hundred and fourteen million bushels. The Canadian Pacific Railway is unable to carry the grain to the sea board. [561,1735,690,1813]
tide-cell: 2 8 a.m. [44,801,72,812]
column-news-2 [696,28,834,2010]
tide-cell: p.m. [117,811,133,822]
divider [839,770,968,771]
suratura-title: SURATURA TEA. [155,1294,267,1310]
tide-cell: 4 32 [91,821,107,832]
news-para: Sander and Sons preparation we publish a few abstracts from these reports, which fully tell you that no reliance can be placed on other products:—Dr. W. J. Ruse, Oakland, Pa., writes: It is sometimes difficult to obtain the genuine article (Sander and Sons). I employed different other preparations; they had no therapeutic value and ill effects. [699,30,830,153]
wellington-title: FOR WELLINGTON. [14,1260,131,1275]
steamship-icon [38,1402,108,1436]
editorial-para: In 1894 sixty millionaires dined at the Savoy. The dinner cost £1200! [421,1145,552,1178]
tide-row [7,881,138,891]
tide-cell: 3 13 a.m. [44,811,76,822]
tide-cell: 8 7 a.m. [44,861,72,872]
divider [421,1710,552,1711]
hamer-text: and has a Full Stock of all remedies, Surgical Appliances, Patent Medicines, Perfumery, Toilet Requisites, and Druggist's sundries, and as I import direct I can sell as low as anyone for Cash. [283,995,412,1073]
south-heading: For the South— [457,352,516,363]
tide-cell: 9 35 a.m. [44,881,76,892]
news-para: The Beehive Stores have an altered advertisement to-day in which new potatoes are offered. Grain is also obtainable at very low rates. [561,202,690,257]
silk-signature: A. Silk. [522,1809,552,1820]
square-text: The Square, Palmerston North. [291,214,404,225]
column-news-1 [558,28,694,2209]
qualified-text: IS THE ONLY QUALIFIED CHEMIST IN FOXTON, [289,971,406,993]
particulars-signature: A. Hatrick & Co., Agents. [38,1239,138,1250]
piano-tuning-title: PIANOFORTE & ORGAN TUNING. [430,1716,543,1738]
hamer-name: W. HAMER [284,938,411,965]
divider [699,1091,830,1092]
divider [284,389,413,390]
tide-cell: 10 58 [91,891,111,902]
court-title: COURT SITTINGS. [444,731,529,742]
dentist-text: Dentist, [333,1139,362,1150]
page-masthead [0,4,1114,25]
innes-place: Palmerston North. [314,814,381,825]
particulars-text: For all particulars apply to [15,1226,116,1237]
news-para: The "British Medical Journal" states that the King has gone through the recent trying State functions without the slightest detriment to his health; in fact he is quite well. [561,387,690,454]
anchor-title: ANCHOR STEAMSHIP COMPANY, [19,1441,126,1464]
inter-text: The s.s. Queen of the South leaves the Foxton wharf for Wellington on Tuesdays, Thursdays and Saturdays, circumstances permitting. [421,445,552,501]
pain-text: Chamberlain's Pain Balm has an extensive reputation as a cure for rheumatism, thousands testimony to it and found its efficacy in curing this painful and tenacious complaint. The Balm is a liniment and is unequalled as a speedy cure for sprains, bruises, burns and scalds. One application gives relief. Try it. W. Hamer, chemist, sells it. [699,1558,830,1681]
news-para: Mr Edmund Osborne, of the Centre of Commerce, enters fully into the advantages of the "Fitu Corsets" on the first page. These are matter which it is safe for experts to dilate upon and we simply refer our readers to the advertisement. [561,260,690,349]
post-office-signature: W. MacDermott, Postmaster. [28,769,138,780]
tide-row [7,811,138,821]
divider [7,1255,138,1256]
divider [284,854,413,855]
tide-title: High Water at Manawatu Bar. [18,789,127,800]
divider [421,1825,552,1826]
leaves-text: Leaves Foxton every Tuesday Thursday, and Saturday. [7,1340,138,1362]
news-para: The London Times says that as a result of the test matches every true sportsman will give the Australians credit for being the better side. [561,1241,690,1297]
prendergast-text: Attendance at Foxton every Thursday and on Court days, and when required. [148,383,275,417]
maori-letter-text: The effect of a glimpse of the Old Country on the Maori mind is graphically, though briefly, portrayed by the following letter (says the Post) which Mr Hone Hoko has received from his cousin, Hori P. Tane, a member of the Maori contingent now in England in connection with the Coronation celebrations. He writes, under date 11th July:—"To Hone Hoko—Accept our greetings. Here we are in the thick of the pakeha people. We are all well, except our friends Taranaki te Uu and Dick Tairoa. They are still in the hospital—have been there ever since we arrived here. Uru is only a few days out of the hospital. It is en- [977,1886,1107,2110]
tide-cell: 2 36 [91,801,107,812]
editorial-para: The maitre d'hotel of the Savoy, M. Jules Ribstein, made a dish called a fillet of sole Alice (garnished with luscious native oysters) which King Edward named him privately to the finest fish dish he has ever tasted, either in London, Paris, or Vienna. [421,1375,552,1464]
